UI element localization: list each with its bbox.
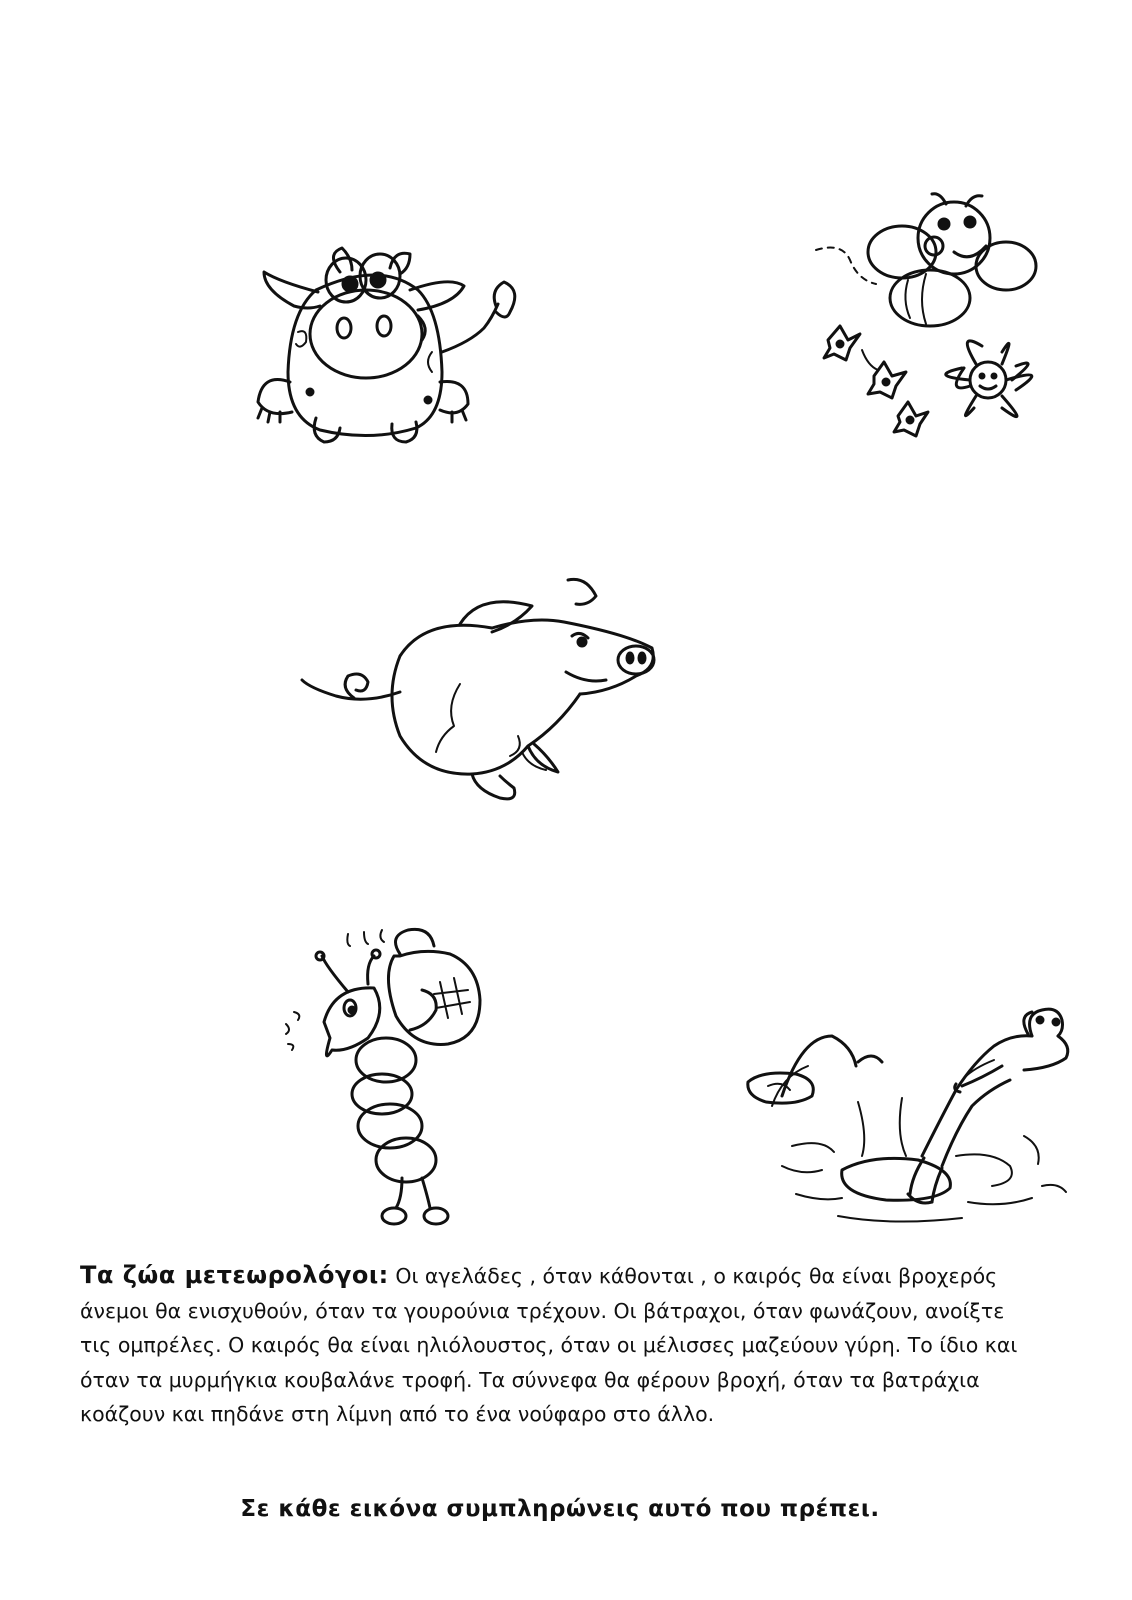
page-title: Τα ζώα μετεωρολόγοι: [80, 1261, 389, 1289]
ant-carrying-food-illustration [278, 926, 510, 1232]
description-paragraph [80, 1258, 1040, 1432]
instruction-text: Σε κάθε εικόνα συμπληρώνεις αυτό που πρέπει. [240, 1496, 880, 1522]
cow-illustration [240, 232, 540, 452]
bee-and-flowers-illustration [806, 180, 1088, 442]
pig-illustration [296, 576, 668, 812]
frog-jumping-illustration [742, 1006, 1074, 1232]
paragraph-text: Οι αγελάδες , όταν κάθονται , ο καιρός θα είναι βροχερός άνεμοι θα ενισχυθούν, όταν τα γουρούνια τρέχουν. Οι βάτραχοι, όταν φωνάζουν, ανοίξτε τις ομπρέλες. Ο καιρός θα είναι ηλιόλουστος, όταν οι μέλισσες μαζεύουν γύρη. Το ίδιο και όταν τα μυρμήγκια κουβαλάνε τροφή. Τα σύννεφα θα φέρουν βροχή, όταν τα βατράχια κοάζουν και πηδάνε στη λίμνη από το ένα νούφαρο στο άλλο. [80, 1264, 1018, 1426]
